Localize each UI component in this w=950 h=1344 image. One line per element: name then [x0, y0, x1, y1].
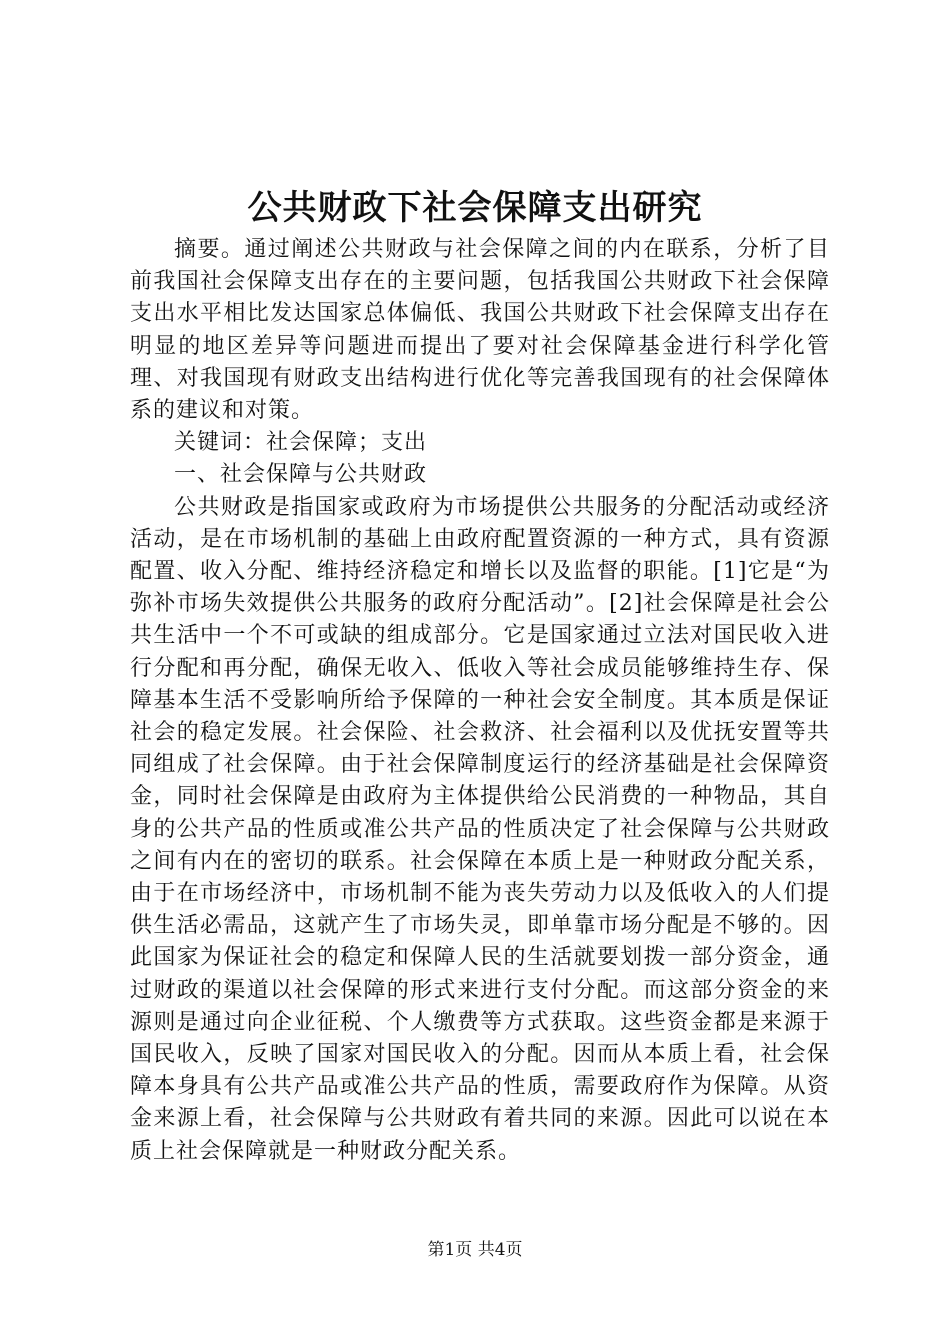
document-title: 公共财政下社会保障支出研究 [247, 188, 703, 228]
document-body [130, 234, 830, 1168]
page-number-footer: 第1页 共4页 [427, 1240, 523, 1260]
section-heading: 一、社会保障与公共财政 [174, 462, 428, 488]
abstract-paragraph: 摘要。通过阐述公共财政与社会保障之间的内在联系，分析了目前我国社会保障支出存在的主要问题，包括我国公共财政下社会保障支出水平相比发达国家总体偏低、我国公共财政下社会保障支出存在明显的地区差异等问题进而提出了要对社会保障基金进行科学化管理、对我国现有财政支出结构进行优化等完善我国现有的社会保障体系的建议和对策。 [130, 237, 830, 424]
keywords-line: 关键词：社会保障；支出 [174, 430, 428, 456]
body-paragraph: 公共财政是指国家或政府为市场提供公共服务的分配活动或经济活动，是在市场机制的基础上由政府配置资源的一种方式，具有资源配置、收入分配、维持经济稳定和增长以及监督的职能。[1]它是“为弥补市场失效提供公共服务的政府分配活动”。[2]社会保障是社会公共生活中一个不可或缺的组成部分。它是国家通过立法对国民收入进行分配和再分配，确保无收入、低收入等社会成员能够维持生存、保障基本生活不受影响所给予保障的一种社会安全制度。其本质是保证社会的稳定发展。社会保险、社会救济、社会福利以及优抚安置等共同组成了社会保障。由于社会保障制度运行的经济基础是社会保障资金，同时社会保障是由政府为主体提供给公民消费的一种物品，其自身的公共产品的性质或准公共产品的性质决定了社会保障与公共财政之间有内在的密切的联系。社会保障在本质上是一种财政分配关系，由于在市场经济中，市场机制不能为丧失劳动力以及低收入的人们提供生活必需品，这就产生了市场失灵，即单靠市场分配是不够的。因此国家为保证社会的稳定和保障人民的生活就要划拨一部分资金，通过财政的渠道以社会保障的形式来进行支付分配。而这部分资金的来源则是通过向企业征税、个人缴费等方式获取。这些资金都是来源于国民收入，反映了国家对国民收入的分配。因而从本质上看，社会保障本身具有公共产品或准公共产品的性质，需要政府作为保障。从资金来源上看，社会保障与公共财政有着共同的来源。因此可以说在本质上社会保障就是一种财政分配关系。 [130, 494, 830, 1164]
